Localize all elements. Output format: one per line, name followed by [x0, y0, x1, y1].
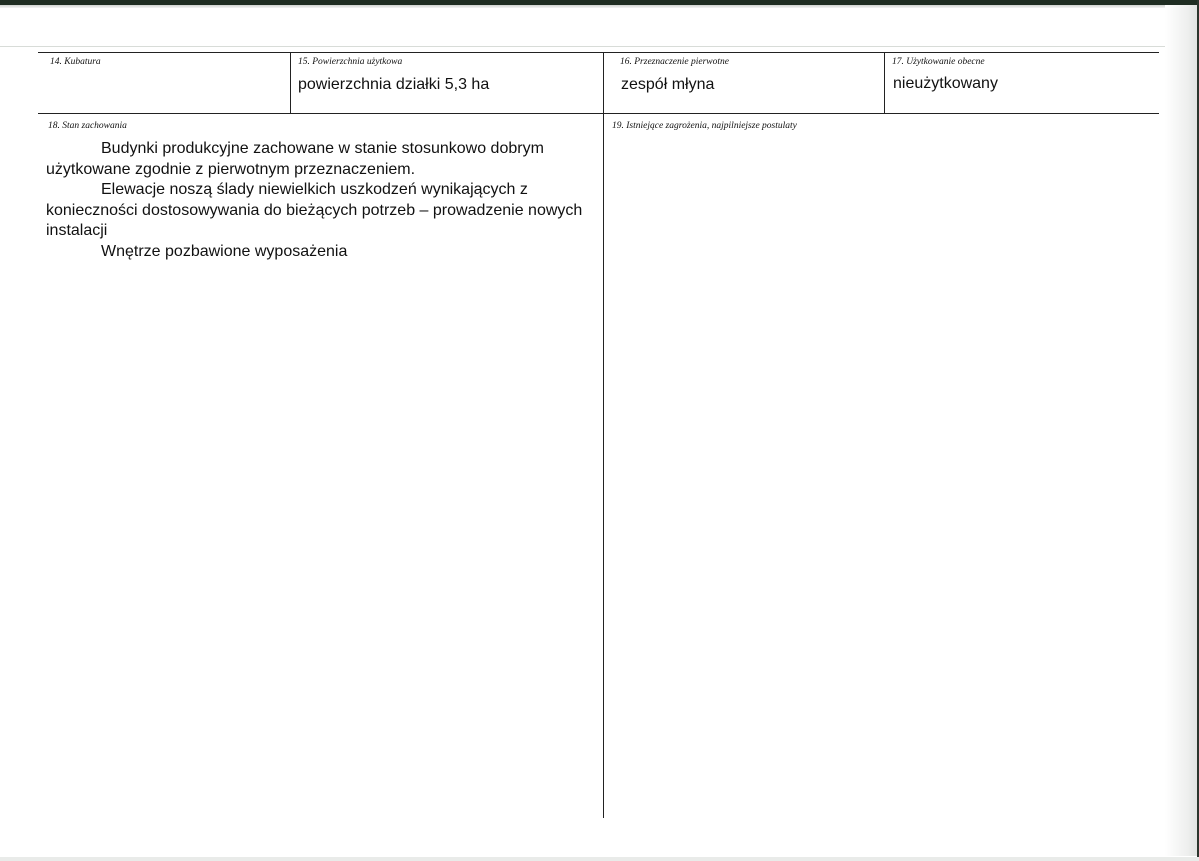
field-label-stan-zachowania: 18. Stan zachowania: [48, 121, 127, 131]
form-row-divider: [38, 113, 1159, 114]
field-label-zagrozenia: 19. Istniejące zagrożenia, najpilniejsze postulaty: [612, 121, 797, 131]
condition-paragraph: Elewacje noszą ślady niewielkich uszkodzeń wynikających z konieczności dostosowywania do bieżących potrzeb – prowadzenie nowych instalacji: [46, 181, 583, 239]
scan-top-shadow: [0, 5, 1199, 8]
field-value-przeznaczenie: zespół młyna: [621, 76, 715, 93]
condition-paragraph: Wnętrze pozbawione wyposażenia: [101, 242, 348, 260]
column-divider-15-16: [603, 52, 604, 818]
field-label-kubatura: 14. Kubatura: [50, 57, 101, 67]
field-value-powierzchnia: powierzchnia działki 5,3 ha: [298, 76, 490, 93]
condition-description: [46, 139, 596, 262]
page-edge-line: [0, 46, 1199, 47]
column-divider-16-17: [884, 52, 885, 114]
condition-paragraph: Budynki produkcyjne zachowane w stanie stosunkowo dobrym użytkowane zgodnie z pierwotnym przeznaczeniem.: [46, 140, 544, 178]
column-divider-14-15: [290, 52, 291, 114]
field-label-przeznaczenie: 16. Przeznaczenie pierwotne: [620, 57, 729, 67]
field-label-powierzchnia: 15. Powierzchnia użytkowa: [298, 57, 403, 67]
scan-right-shadow: [1165, 5, 1197, 856]
form-top-rule: [38, 52, 1159, 53]
field-label-uzytkowanie: 17. Użytkowanie obecne: [892, 57, 985, 67]
field-value-uzytkowanie: nieużytkowany: [893, 75, 998, 92]
scan-bottom-border: [0, 857, 1199, 861]
